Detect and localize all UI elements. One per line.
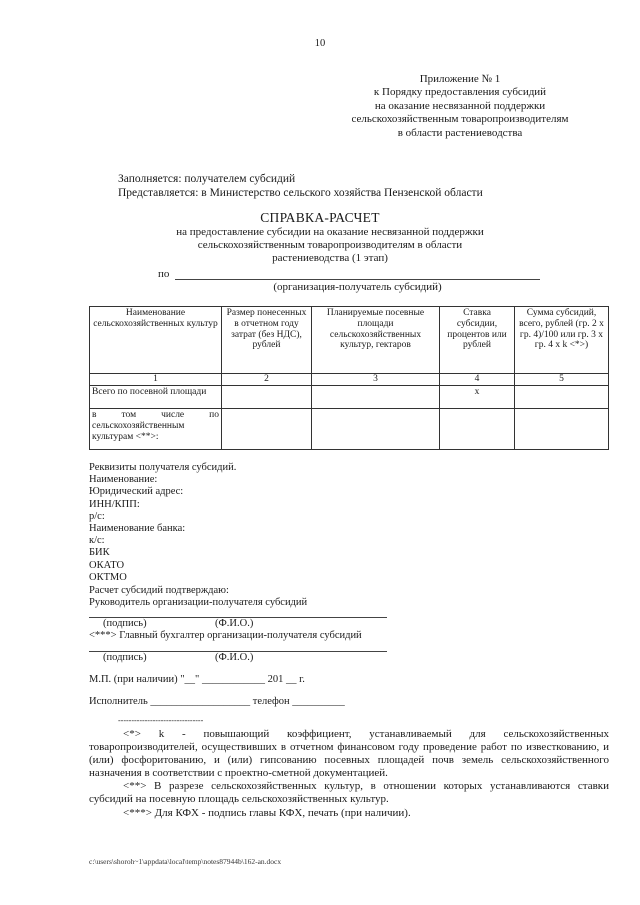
- column-number: 2: [222, 374, 312, 386]
- table-cell: [440, 409, 515, 450]
- document-title: СПРАВКА-РАСЧЕТ: [260, 210, 380, 225]
- requisites-line: БИК: [89, 547, 110, 559]
- footnote-2: <**> В разрезе сельскохозяйственных культур, в отношении которых устанавливаются ставки субсидий на посевную площадь сельскохозяйственных культур.: [89, 780, 609, 806]
- table-cell: [515, 409, 609, 450]
- requisites-line: ОКТМО: [89, 571, 127, 583]
- organization-caption: (организация-получатель субсидий): [273, 281, 442, 293]
- table-cell: [222, 409, 312, 450]
- column-number: 5: [515, 374, 609, 386]
- header-cell-rate: Ставка субсидии, процентов или рублей: [440, 307, 515, 374]
- appendix-line: на оказание несвязанной поддержки: [374, 99, 546, 112]
- column-number: 4: [440, 374, 515, 386]
- table-cell: x: [440, 386, 515, 409]
- column-number: 1: [90, 374, 222, 386]
- confirmation-line: Расчет субсидий подтверждаю:: [89, 585, 229, 596]
- signature-label: (подпись): [103, 652, 147, 663]
- table-cell: в том числе по сельскохозяйственным культурам <**>:: [90, 409, 222, 450]
- header-cell-sum: Сумма субсидий, всего, рублей (гр. 2 x гр. 4)/100 или гр. 3 x гр. 4 x k <*>): [515, 307, 609, 374]
- requisites-line: Наименование банка:: [89, 523, 186, 535]
- fio-label: (Ф.И.О.): [215, 652, 254, 663]
- accountant-line: <***> Главный бухгалтер организации-получателя субсидий: [89, 630, 362, 641]
- footnotes: [89, 728, 609, 820]
- header-cell-area: Планируемые посевные площади сельскохозяйственных культур, гектаров: [312, 307, 440, 374]
- calculation-table: [89, 306, 609, 450]
- appendix-block: [300, 73, 620, 140]
- organization-line: [175, 279, 540, 280]
- subtitle-line: сельскохозяйственным товаропроизводителям в области: [197, 239, 463, 252]
- table-cell: Всего по посевной площади: [90, 386, 222, 409]
- confirmation-line: Руководитель организации-получателя субсидий: [89, 597, 308, 609]
- footnote-3: <***> Для КФХ - подпись главы КФХ, печать (при наличии).: [123, 806, 411, 819]
- table-row-total: [90, 386, 609, 409]
- table-row-by-crop: [90, 409, 609, 450]
- table-cell: [222, 386, 312, 409]
- confirmation-block: [89, 585, 307, 609]
- appendix-line: в области растениеводства: [397, 126, 523, 139]
- filled-by: Заполняется: получателем субсидий: [118, 173, 296, 185]
- table-header-row: [90, 307, 609, 374]
- document-subtitle: [150, 226, 510, 266]
- column-number-row: [90, 374, 609, 386]
- requisites-line: ИНН/КПП:: [89, 498, 140, 510]
- column-number: 3: [312, 374, 440, 386]
- footnote-1: <*> k - повышающий коэффициент, устанавливаемый для сельскохозяйственных товаропроизводителей, осуществивших в отчетном финансовом году проведение работ по известкованию, и (или) фосфоритованию, и (или) гипсованию посевных площадей почв земель сельскохозяйственного назначения в соответствии с проектно-сметной документацией.: [89, 728, 609, 780]
- requisites-line: ОКАТО: [89, 559, 125, 571]
- fio-label: (Ф.И.О.): [215, 618, 254, 629]
- filled-by-block: [118, 172, 483, 200]
- subtitle-line: растениеводства (1 этап): [272, 252, 388, 265]
- signature-label: (подпись): [103, 618, 147, 629]
- appendix-line: Приложение № 1: [419, 73, 501, 85]
- subtitle-line: на предоставление субсидии на оказание несвязанной поддержки: [176, 226, 484, 238]
- requisites-block: [89, 462, 236, 584]
- requisites-line: р/с:: [89, 510, 105, 522]
- file-path: c:\users\shoroh~1\appdata\local\temp\notes87944b\162-an.docx: [89, 857, 282, 866]
- submitted-to: Представляется: в Министерство сельского хозяйства Пензенской области: [118, 187, 483, 199]
- table-cell: [312, 386, 440, 409]
- requisites-line: Реквизиты получателя субсидий.: [89, 462, 237, 473]
- footnote-separator: --------------------------------: [118, 716, 204, 725]
- requisites-line: Юридический адрес:: [89, 486, 184, 498]
- requisites-line: к/с:: [89, 535, 105, 547]
- header-cell-costs: Размер понесенных в отчетном году затрат (без НДС), рублей: [222, 307, 312, 374]
- table-cell: [515, 386, 609, 409]
- executor-line: Исполнитель ___________________ телефон __________: [89, 696, 345, 707]
- header-cell-crops: Наименование сельскохозяйственных культур: [90, 307, 222, 374]
- po-label: по: [158, 268, 170, 280]
- table-cell: [312, 409, 440, 450]
- requisites-line: Наименование:: [89, 474, 158, 486]
- appendix-line: сельскохозяйственным товаропроизводителям: [351, 113, 569, 126]
- appendix-line: к Порядку предоставления субсидий: [373, 86, 547, 99]
- page-number: 10: [314, 38, 326, 49]
- stamp-date-line: М.П. (при наличии) "__" ____________ 201 __ г.: [89, 674, 305, 685]
